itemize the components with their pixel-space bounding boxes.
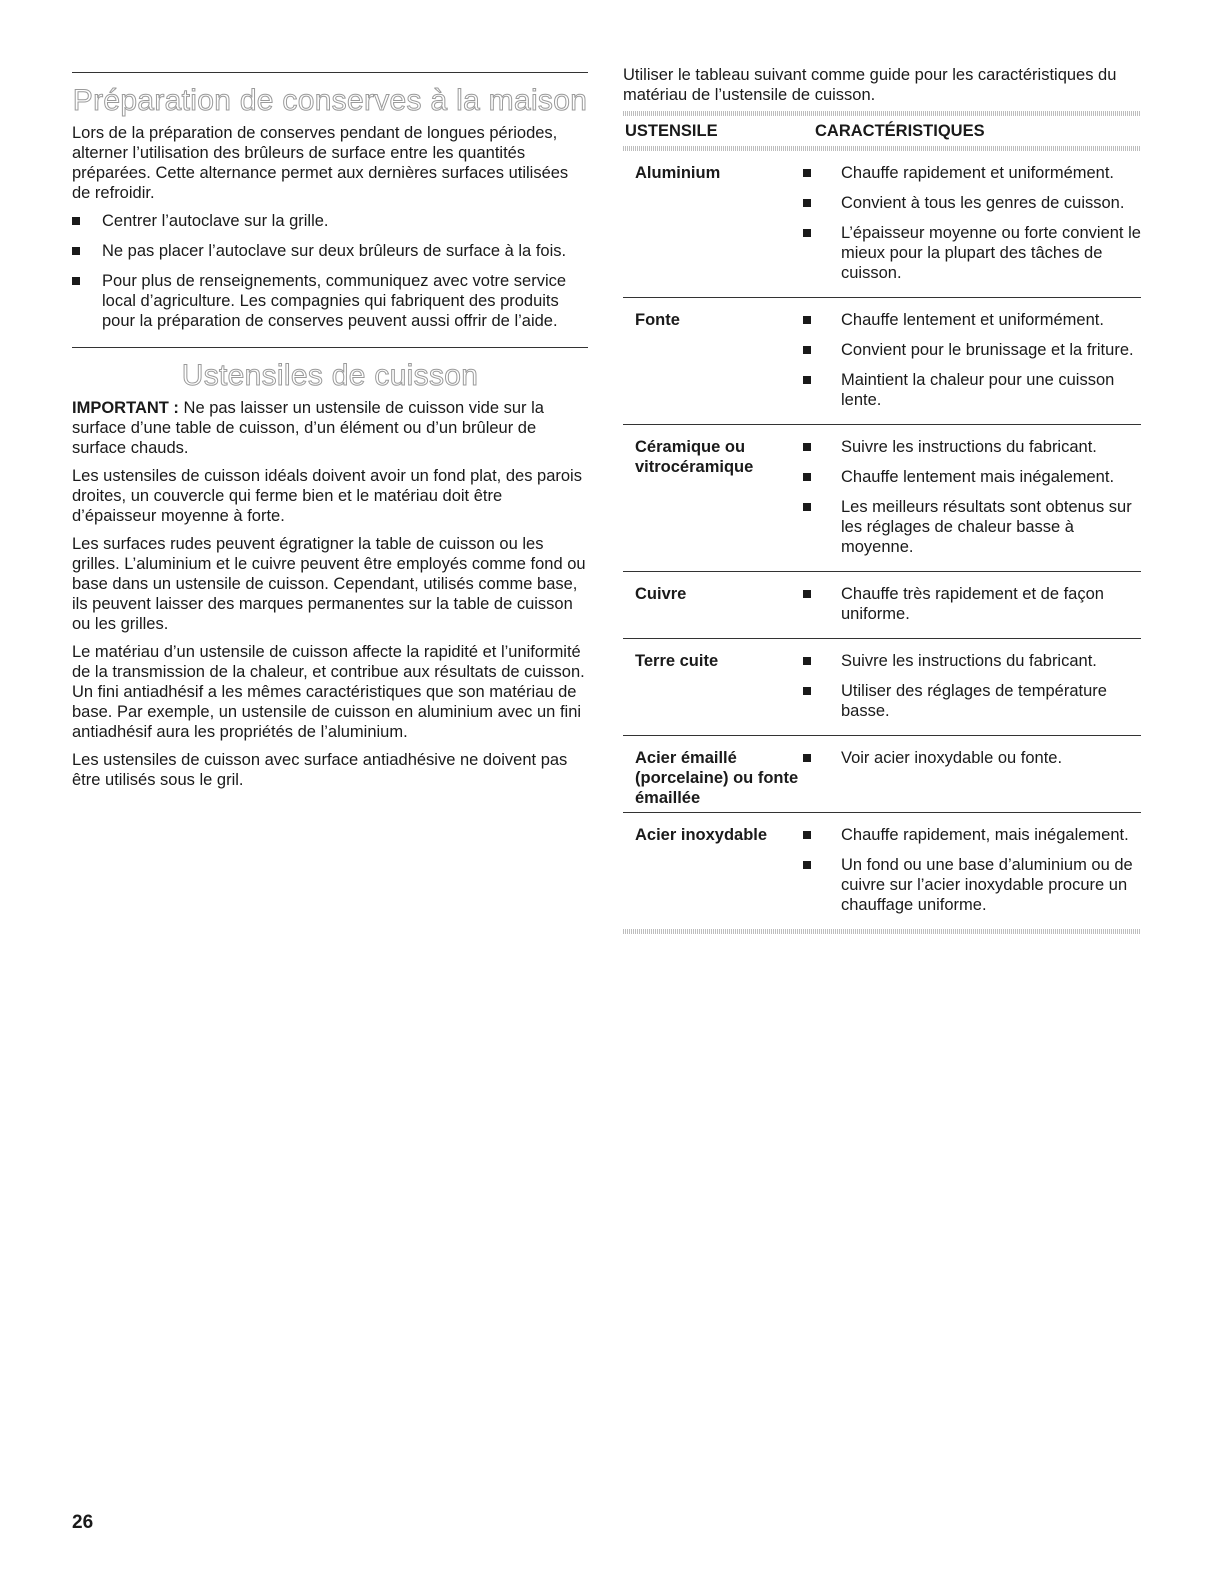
bullet-square-icon [803, 503, 811, 511]
feature-list [803, 825, 1141, 925]
cookware-section-title: Ustensiles de cuisson [181, 359, 479, 392]
bullet-square-icon [72, 217, 80, 225]
list-item-text: Centrer l’autoclave sur la grille. [102, 212, 329, 230]
feature-list [803, 163, 1141, 293]
bullet-square-icon [803, 473, 811, 481]
bullet-square-icon [803, 754, 811, 762]
feature-text: Utiliser des réglages de température basse. [841, 682, 1107, 720]
feature-text: Maintient la chaleur pour une cuisson lente. [841, 371, 1115, 409]
bullet-square-icon [803, 831, 811, 839]
list-item [803, 163, 1141, 183]
section-rule [72, 72, 588, 73]
list-item [803, 370, 1141, 410]
list-item [803, 825, 1141, 845]
cookware-paragraph: Les ustensiles de cuisson idéals doivent avoir un fond plat, des parois droites, un couvercle qui ferme bien et le matériau doit être d’épaisseur moyenne à forte. [72, 467, 582, 525]
bullet-square-icon [803, 861, 811, 869]
bullet-square-icon [803, 443, 811, 451]
canning-bullet-list [72, 211, 588, 331]
feature-text: Suivre les instructions du fabricant. [841, 438, 1097, 456]
section-rule [72, 347, 588, 348]
table-row [623, 151, 1141, 298]
table-row [623, 298, 1141, 425]
feature-text: Chauffe rapidement, mais inégalement. [841, 826, 1129, 844]
feature-list [803, 437, 1141, 567]
cookware-paragraph: Les surfaces rudes peuvent égratigner la table de cuisson ou les grilles. L’aluminium et le cuivre peuvent être employés comme fond ou base dans un ustensile de cuisson. Cependant, utilisés comme base, ils peuvent laisser des marques permanentes sur la table de cuisson ou les grilles. [72, 535, 586, 633]
list-item [803, 584, 1141, 624]
list-item [803, 340, 1141, 360]
list-item-text: Pour plus de renseignements, communiquez avec votre service local d’agriculture. Les compagnies qui fabriquent des produits pour la préparation de conserves peuvent aussi offrir de l’aide. [102, 272, 567, 330]
list-item [72, 271, 588, 331]
feature-text: Chauffe lentement mais inégalement. [841, 468, 1115, 486]
feature-text: Convient à tous les genres de cuisson. [841, 194, 1125, 212]
bullet-square-icon [803, 376, 811, 384]
page-number: 26 [72, 1512, 94, 1533]
list-item [803, 223, 1141, 283]
header-characteristics: CARACTÉRISTIQUES [815, 121, 985, 140]
feature-text: Convient pour le brunissage et la friture. [841, 341, 1134, 359]
bullet-square-icon [803, 169, 811, 177]
dither-rule [623, 929, 1141, 934]
feature-text: Un fond ou une base d’aluminium ou de cuivre sur l’acier inoxydable procure un chauffage uniforme. [841, 856, 1133, 914]
list-item [803, 193, 1141, 213]
bullet-square-icon [803, 687, 811, 695]
table-row [623, 736, 1141, 813]
cookware-name: Aluminium [635, 164, 721, 182]
header-cookware: USTENSILE [625, 121, 718, 140]
table-row [623, 425, 1141, 572]
bullet-square-icon [803, 657, 811, 665]
list-item [803, 497, 1141, 557]
canning-intro: Lors de la préparation de conserves pendant de longues périodes, alterner l’utilisation des brûleurs de surface entre les quantités préparées. Cette alternance permet aux dernières surfaces utilisées de refroidir. [72, 124, 569, 202]
bullet-square-icon [803, 316, 811, 324]
cookware-name: Fonte [635, 311, 680, 329]
list-item [803, 681, 1141, 721]
cookware-paragraph: Le matériau d’un ustensile de cuisson affecte la rapidité et l’uniformité de la transmission de la chaleur, et contribue aux résultats de cuisson. Un fini antiadhésif a les mêmes caractéristiques que son matériau de base. Par exemple, un ustensile de cuisson en aluminium avec un fini antiadhésif aura les propriétés de l’aluminium. [72, 643, 585, 741]
bullet-square-icon [803, 346, 811, 354]
right-column [623, 65, 1141, 934]
bullet-square-icon [72, 247, 80, 255]
feature-list [803, 584, 1141, 634]
cookware-name: Terre cuite [635, 652, 719, 670]
bullet-square-icon [803, 199, 811, 207]
left-column [72, 72, 588, 798]
cookware-name: Céramique ou vitrocéramique [635, 438, 754, 476]
feature-text: Les meilleurs résultats sont obtenus sur les réglages de chaleur basse à moyenne. [841, 498, 1132, 556]
list-item-text: Ne pas placer l’autoclave sur deux brûleurs de surface à la fois. [102, 242, 567, 260]
important-label: IMPORTANT : [72, 399, 179, 417]
list-item [72, 241, 588, 261]
list-item [72, 211, 588, 231]
table-row [623, 639, 1141, 736]
table-row [623, 813, 1141, 929]
cookware-name: Acier émaillé (porcelaine) ou fonte émaillée [635, 749, 799, 807]
feature-text: L’épaisseur moyenne ou forte convient le mieux pour la plupart des tâches de cuisson. [841, 224, 1141, 282]
bullet-square-icon [72, 277, 80, 285]
list-item [803, 855, 1141, 915]
feature-text: Chauffe rapidement et uniformément. [841, 164, 1115, 182]
bullet-square-icon [803, 590, 811, 598]
list-item [803, 310, 1141, 330]
table-row [623, 572, 1141, 639]
list-item [803, 437, 1141, 457]
table-intro: Utiliser le tableau suivant comme guide pour les caractéristiques du matériau de l’ustensile de cuisson. [623, 66, 1117, 104]
table-header [623, 116, 1141, 146]
bullet-square-icon [803, 229, 811, 237]
cookware-paragraph: Les ustensiles de cuisson avec surface antiadhésive ne doivent pas être utilisés sous le gril. [72, 751, 568, 789]
feature-text: Suivre les instructions du fabricant. [841, 652, 1097, 670]
feature-list [803, 310, 1141, 420]
list-item [803, 467, 1141, 487]
feature-text: Chauffe très rapidement et de façon uniforme. [841, 585, 1104, 623]
important-note [72, 398, 588, 458]
list-item [803, 651, 1141, 671]
cookware-name: Cuivre [635, 585, 687, 603]
cookware-name: Acier inoxydable [635, 826, 768, 844]
feature-list [803, 748, 1141, 808]
list-item [803, 748, 1141, 768]
important-text: Ne pas laisser un ustensile de cuisson vide sur la surface d’une table de cuisson, d’un élément ou d’un brûleur de surface chauds. [72, 399, 544, 457]
feature-text: Chauffe lentement et uniformément. [841, 311, 1104, 329]
cookware-table [623, 151, 1141, 929]
feature-list [803, 651, 1141, 731]
feature-text: Voir acier inoxydable ou fonte. [841, 749, 1063, 767]
canning-section-title: Préparation de conserves à la maison [72, 84, 588, 117]
